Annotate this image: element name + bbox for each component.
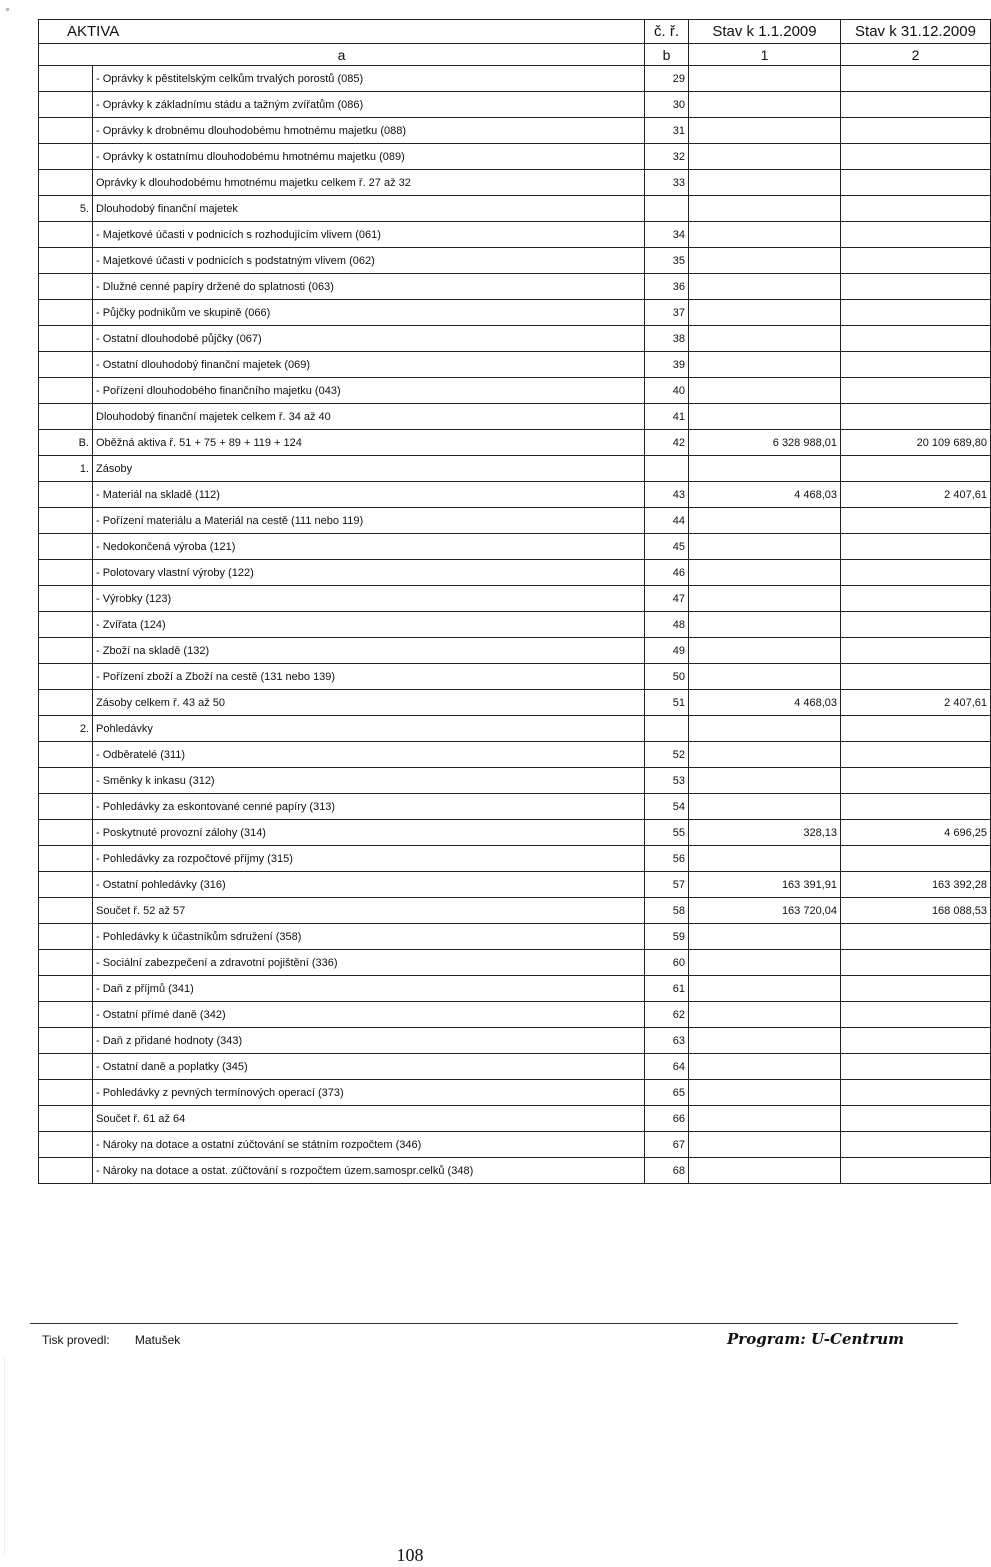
row-value-start: 6 328 988,01 bbox=[689, 430, 841, 456]
scan-mark bbox=[6, 8, 9, 11]
row-value-start bbox=[689, 1028, 841, 1054]
row-value-start bbox=[689, 92, 841, 118]
row-value-start bbox=[689, 248, 841, 274]
row-value-start: 4 468,03 bbox=[689, 690, 841, 716]
row-section bbox=[39, 898, 93, 924]
row-number: 51 bbox=[645, 690, 689, 716]
column-letter-1: 1 bbox=[689, 44, 841, 66]
row-value-end bbox=[841, 352, 991, 378]
row-section bbox=[39, 92, 93, 118]
table-row bbox=[39, 222, 991, 248]
program-name: Program: U-Centrum bbox=[727, 1330, 904, 1348]
row-value-end bbox=[841, 534, 991, 560]
table-row bbox=[39, 690, 991, 716]
row-value-end bbox=[841, 170, 991, 196]
row-value-start bbox=[689, 1106, 841, 1132]
row-value-end bbox=[841, 1028, 991, 1054]
table-row bbox=[39, 508, 991, 534]
row-label: - Směnky k inkasu (312) bbox=[93, 768, 645, 794]
table-row bbox=[39, 872, 991, 898]
row-value-start bbox=[689, 222, 841, 248]
row-section bbox=[39, 1028, 93, 1054]
row-number: 34 bbox=[645, 222, 689, 248]
row-value-end bbox=[841, 404, 991, 430]
row-value-start: 328,13 bbox=[689, 820, 841, 846]
table-row bbox=[39, 1028, 991, 1054]
row-number: 59 bbox=[645, 924, 689, 950]
table-row bbox=[39, 482, 991, 508]
row-label: - Pohledávky za rozpočtové příjmy (315) bbox=[93, 846, 645, 872]
row-value-end bbox=[841, 924, 991, 950]
row-label: Oprávky k dlouhodobému hmotnému majetku celkem ř. 27 až 32 bbox=[93, 170, 645, 196]
row-number: 32 bbox=[645, 144, 689, 170]
row-value-start bbox=[689, 508, 841, 534]
row-number: 43 bbox=[645, 482, 689, 508]
table-row bbox=[39, 976, 991, 1002]
row-value-start bbox=[689, 560, 841, 586]
row-number: 66 bbox=[645, 1106, 689, 1132]
row-number: 41 bbox=[645, 404, 689, 430]
column-letter-a: a bbox=[39, 44, 645, 66]
row-value-end bbox=[841, 456, 991, 482]
row-label: - Polotovary vlastní výroby (122) bbox=[93, 560, 645, 586]
row-label: - Pohledávky z pevných termínových operací (373) bbox=[93, 1080, 645, 1106]
row-label: - Ostatní dlouhodobé půjčky (067) bbox=[93, 326, 645, 352]
row-number: 30 bbox=[645, 92, 689, 118]
row-label: - Ostatní dlouhodobý finanční majetek (069) bbox=[93, 352, 645, 378]
row-section bbox=[39, 1132, 93, 1158]
table-row bbox=[39, 404, 991, 430]
row-number: 56 bbox=[645, 846, 689, 872]
table-row bbox=[39, 612, 991, 638]
row-value-end bbox=[841, 560, 991, 586]
table-row bbox=[39, 950, 991, 976]
table-row bbox=[39, 248, 991, 274]
row-value-start bbox=[689, 612, 841, 638]
row-label: - Zvířata (124) bbox=[93, 612, 645, 638]
row-value-start bbox=[689, 404, 841, 430]
row-label: - Daň z přidané hodnoty (343) bbox=[93, 1028, 645, 1054]
page-number: 108 bbox=[396, 1545, 424, 1565]
row-label: Pohledávky bbox=[93, 716, 645, 742]
row-number: 45 bbox=[645, 534, 689, 560]
row-value-start bbox=[689, 300, 841, 326]
table-row bbox=[39, 742, 991, 768]
column-letter-b: b bbox=[645, 44, 689, 66]
row-label: - Odběratelé (311) bbox=[93, 742, 645, 768]
row-value-end bbox=[841, 794, 991, 820]
row-value-start bbox=[689, 638, 841, 664]
row-section bbox=[39, 664, 93, 690]
row-number: 54 bbox=[645, 794, 689, 820]
row-number: 68 bbox=[645, 1158, 689, 1184]
row-section bbox=[39, 118, 93, 144]
row-value-start bbox=[689, 66, 841, 92]
row-value-start bbox=[689, 274, 841, 300]
row-value-start bbox=[689, 768, 841, 794]
row-value-start bbox=[689, 1132, 841, 1158]
column-letter-row bbox=[39, 44, 991, 66]
row-section bbox=[39, 1054, 93, 1080]
row-section bbox=[39, 950, 93, 976]
table-row bbox=[39, 66, 991, 92]
row-section bbox=[39, 560, 93, 586]
header-end-balance: Stav k 31.12.2009 bbox=[841, 20, 991, 44]
table-row bbox=[39, 716, 991, 742]
row-value-end bbox=[841, 326, 991, 352]
row-section bbox=[39, 742, 93, 768]
row-number: 31 bbox=[645, 118, 689, 144]
row-number: 47 bbox=[645, 586, 689, 612]
row-number: 37 bbox=[645, 300, 689, 326]
row-section bbox=[39, 66, 93, 92]
table-row bbox=[39, 300, 991, 326]
table-row bbox=[39, 534, 991, 560]
row-label: Dlouhodobý finanční majetek bbox=[93, 196, 645, 222]
row-section bbox=[39, 534, 93, 560]
row-value-start bbox=[689, 742, 841, 768]
table-row bbox=[39, 1132, 991, 1158]
table-row bbox=[39, 1080, 991, 1106]
table-row bbox=[39, 170, 991, 196]
row-value-start bbox=[689, 950, 841, 976]
row-value-end bbox=[841, 638, 991, 664]
row-value-end bbox=[841, 508, 991, 534]
row-number: 64 bbox=[645, 1054, 689, 1080]
row-section bbox=[39, 768, 93, 794]
row-label: - Nedokončená výroba (121) bbox=[93, 534, 645, 560]
row-value-start: 4 468,03 bbox=[689, 482, 841, 508]
row-section bbox=[39, 924, 93, 950]
row-value-end bbox=[841, 1002, 991, 1028]
table-row bbox=[39, 326, 991, 352]
row-label: - Majetkové účasti v podnicích s rozhodujícím vlivem (061) bbox=[93, 222, 645, 248]
row-value-end bbox=[841, 1132, 991, 1158]
row-section bbox=[39, 222, 93, 248]
table-row bbox=[39, 638, 991, 664]
row-number: 65 bbox=[645, 1080, 689, 1106]
table-row bbox=[39, 1002, 991, 1028]
row-label: - Výrobky (123) bbox=[93, 586, 645, 612]
row-section bbox=[39, 872, 93, 898]
row-value-start bbox=[689, 846, 841, 872]
row-label: Oběžná aktiva ř. 51 + 75 + 89 + 119 + 124 bbox=[93, 430, 645, 456]
row-section bbox=[39, 170, 93, 196]
scan-edge bbox=[4, 1356, 5, 1556]
row-value-end: 4 696,25 bbox=[841, 820, 991, 846]
row-section bbox=[39, 1080, 93, 1106]
row-number: 50 bbox=[645, 664, 689, 690]
row-value-start: 163 720,04 bbox=[689, 898, 841, 924]
row-label: - Majetkové účasti v podnicích s podstatným vlivem (062) bbox=[93, 248, 645, 274]
row-value-end bbox=[841, 1080, 991, 1106]
row-number: 38 bbox=[645, 326, 689, 352]
row-label: - Nároky na dotace a ostatní zúčtování se státním rozpočtem (346) bbox=[93, 1132, 645, 1158]
row-section bbox=[39, 1002, 93, 1028]
row-value-end bbox=[841, 664, 991, 690]
table-row bbox=[39, 664, 991, 690]
footer-printed-by bbox=[42, 1333, 180, 1347]
row-value-start bbox=[689, 378, 841, 404]
row-section: 5. bbox=[39, 196, 93, 222]
row-value-start bbox=[689, 1054, 841, 1080]
row-label: Součet ř. 61 až 64 bbox=[93, 1106, 645, 1132]
row-value-start bbox=[689, 196, 841, 222]
header-start-balance: Stav k 1.1.2009 bbox=[689, 20, 841, 44]
table-row bbox=[39, 430, 991, 456]
row-section bbox=[39, 1106, 93, 1132]
row-value-start bbox=[689, 794, 841, 820]
row-label: - Daň z příjmů (341) bbox=[93, 976, 645, 1002]
row-number: 52 bbox=[645, 742, 689, 768]
row-value-end bbox=[841, 612, 991, 638]
row-label: - Pohledávky k účastníkům sdružení (358) bbox=[93, 924, 645, 950]
row-value-start bbox=[689, 352, 841, 378]
row-value-end bbox=[841, 768, 991, 794]
table-row bbox=[39, 352, 991, 378]
row-value-end bbox=[841, 1106, 991, 1132]
row-number bbox=[645, 196, 689, 222]
row-label: - Dlužné cenné papíry držené do splatnosti (063) bbox=[93, 274, 645, 300]
row-section bbox=[39, 976, 93, 1002]
row-number: 55 bbox=[645, 820, 689, 846]
table-row bbox=[39, 456, 991, 482]
row-number: 36 bbox=[645, 274, 689, 300]
table-row bbox=[39, 560, 991, 586]
row-value-end bbox=[841, 950, 991, 976]
row-label: - Materiál na skladě (112) bbox=[93, 482, 645, 508]
table-row bbox=[39, 196, 991, 222]
row-section bbox=[39, 820, 93, 846]
table-row bbox=[39, 768, 991, 794]
table-row bbox=[39, 144, 991, 170]
row-value-end bbox=[841, 196, 991, 222]
header-row bbox=[39, 20, 991, 44]
row-number: 57 bbox=[645, 872, 689, 898]
table-row bbox=[39, 274, 991, 300]
row-value-start bbox=[689, 716, 841, 742]
row-number: 48 bbox=[645, 612, 689, 638]
row-section bbox=[39, 846, 93, 872]
row-number: 49 bbox=[645, 638, 689, 664]
row-value-end bbox=[841, 742, 991, 768]
row-section bbox=[39, 612, 93, 638]
row-value-end bbox=[841, 144, 991, 170]
row-value-end bbox=[841, 976, 991, 1002]
row-label: - Ostatní daně a poplatky (345) bbox=[93, 1054, 645, 1080]
row-label: - Oprávky k ostatnímu dlouhodobému hmotnému majetku (089) bbox=[93, 144, 645, 170]
row-value-end bbox=[841, 716, 991, 742]
row-value-end bbox=[841, 846, 991, 872]
row-label: - Oprávky k základnímu stádu a tažným zvířatům (086) bbox=[93, 92, 645, 118]
row-value-start bbox=[689, 924, 841, 950]
row-value-end bbox=[841, 1054, 991, 1080]
row-value-start bbox=[689, 534, 841, 560]
row-value-end: 163 392,28 bbox=[841, 872, 991, 898]
row-value-end: 168 088,53 bbox=[841, 898, 991, 924]
table-row bbox=[39, 794, 991, 820]
row-section bbox=[39, 1158, 93, 1184]
row-section bbox=[39, 378, 93, 404]
row-section bbox=[39, 794, 93, 820]
table-row bbox=[39, 92, 991, 118]
row-section bbox=[39, 144, 93, 170]
row-section bbox=[39, 404, 93, 430]
row-value-start bbox=[689, 1080, 841, 1106]
row-number: 46 bbox=[645, 560, 689, 586]
row-number: 61 bbox=[645, 976, 689, 1002]
row-section bbox=[39, 300, 93, 326]
row-value-start bbox=[689, 664, 841, 690]
row-section bbox=[39, 586, 93, 612]
row-section bbox=[39, 352, 93, 378]
row-section bbox=[39, 508, 93, 534]
row-number: 53 bbox=[645, 768, 689, 794]
header-title: AKTIVA bbox=[39, 20, 645, 44]
row-section bbox=[39, 638, 93, 664]
row-label: - Půjčky podnikům ve skupině (066) bbox=[93, 300, 645, 326]
table-row bbox=[39, 898, 991, 924]
row-value-end bbox=[841, 1158, 991, 1184]
row-value-start bbox=[689, 326, 841, 352]
row-section: 2. bbox=[39, 716, 93, 742]
row-number: 40 bbox=[645, 378, 689, 404]
row-number bbox=[645, 716, 689, 742]
table-row bbox=[39, 924, 991, 950]
table-row bbox=[39, 1106, 991, 1132]
row-value-start bbox=[689, 1158, 841, 1184]
row-number: 67 bbox=[645, 1132, 689, 1158]
row-section bbox=[39, 690, 93, 716]
footer-divider bbox=[30, 1323, 958, 1324]
table-row bbox=[39, 118, 991, 144]
row-label: Zásoby celkem ř. 43 až 50 bbox=[93, 690, 645, 716]
row-section bbox=[39, 248, 93, 274]
row-value-end: 20 109 689,80 bbox=[841, 430, 991, 456]
row-label: - Pořízení materiálu a Materiál na cestě (111 nebo 119) bbox=[93, 508, 645, 534]
row-value-start bbox=[689, 144, 841, 170]
row-value-end bbox=[841, 66, 991, 92]
row-value-end bbox=[841, 92, 991, 118]
row-label: Zásoby bbox=[93, 456, 645, 482]
table-row bbox=[39, 378, 991, 404]
row-value-start bbox=[689, 1002, 841, 1028]
row-number: 58 bbox=[645, 898, 689, 924]
row-number: 33 bbox=[645, 170, 689, 196]
row-label: - Pohledávky za eskontované cenné papíry (313) bbox=[93, 794, 645, 820]
row-value-start bbox=[689, 170, 841, 196]
table-row bbox=[39, 586, 991, 612]
row-value-end bbox=[841, 274, 991, 300]
balance-sheet-table bbox=[38, 19, 991, 1184]
row-label: - Pořízení dlouhodobého finančního majetku (043) bbox=[93, 378, 645, 404]
row-value-start: 163 391,91 bbox=[689, 872, 841, 898]
printed-by-name: Matušek bbox=[134, 1333, 181, 1347]
row-label: - Pořízení zboží a Zboží na cestě (131 nebo 139) bbox=[93, 664, 645, 690]
table-row bbox=[39, 820, 991, 846]
table-row bbox=[39, 1054, 991, 1080]
row-value-end bbox=[841, 300, 991, 326]
row-section bbox=[39, 274, 93, 300]
row-value-end bbox=[841, 118, 991, 144]
row-value-end: 2 407,61 bbox=[841, 482, 991, 508]
row-label: - Sociální zabezpečení a zdravotní pojištění (336) bbox=[93, 950, 645, 976]
row-section: B. bbox=[39, 430, 93, 456]
row-value-start bbox=[689, 456, 841, 482]
row-number: 35 bbox=[645, 248, 689, 274]
row-section bbox=[39, 482, 93, 508]
row-number: 62 bbox=[645, 1002, 689, 1028]
row-section bbox=[39, 326, 93, 352]
column-letter-2: 2 bbox=[841, 44, 991, 66]
row-label: Součet ř. 52 až 57 bbox=[93, 898, 645, 924]
row-label: - Oprávky k pěstitelským celkům trvalých porostů (085) bbox=[93, 66, 645, 92]
row-number bbox=[645, 456, 689, 482]
row-value-end bbox=[841, 222, 991, 248]
row-label: - Poskytnuté provozní zálohy (314) bbox=[93, 820, 645, 846]
row-label: - Zboží na skladě (132) bbox=[93, 638, 645, 664]
row-value-start bbox=[689, 976, 841, 1002]
row-value-end bbox=[841, 378, 991, 404]
row-label: - Oprávky k drobnému dlouhodobému hmotnému majetku (088) bbox=[93, 118, 645, 144]
row-label: - Ostatní pohledávky (316) bbox=[93, 872, 645, 898]
header-row-number: č. ř. bbox=[645, 20, 689, 44]
row-value-end: 2 407,61 bbox=[841, 690, 991, 716]
row-value-end bbox=[841, 586, 991, 612]
row-value-start bbox=[689, 586, 841, 612]
row-number: 39 bbox=[645, 352, 689, 378]
table-row bbox=[39, 846, 991, 872]
row-label: - Nároky na dotace a ostat. zúčtování s rozpočtem územ.samospr.celků (348) bbox=[93, 1158, 645, 1184]
row-label: - Ostatní přímé daně (342) bbox=[93, 1002, 645, 1028]
row-number: 42 bbox=[645, 430, 689, 456]
row-value-end bbox=[841, 248, 991, 274]
row-section: 1. bbox=[39, 456, 93, 482]
table-row bbox=[39, 1158, 991, 1184]
row-value-start bbox=[689, 118, 841, 144]
printed-by-label: Tisk provedl: bbox=[42, 1333, 110, 1347]
row-number: 63 bbox=[645, 1028, 689, 1054]
row-number: 44 bbox=[645, 508, 689, 534]
row-label: Dlouhodobý finanční majetek celkem ř. 34 až 40 bbox=[93, 404, 645, 430]
row-number: 60 bbox=[645, 950, 689, 976]
row-number: 29 bbox=[645, 66, 689, 92]
